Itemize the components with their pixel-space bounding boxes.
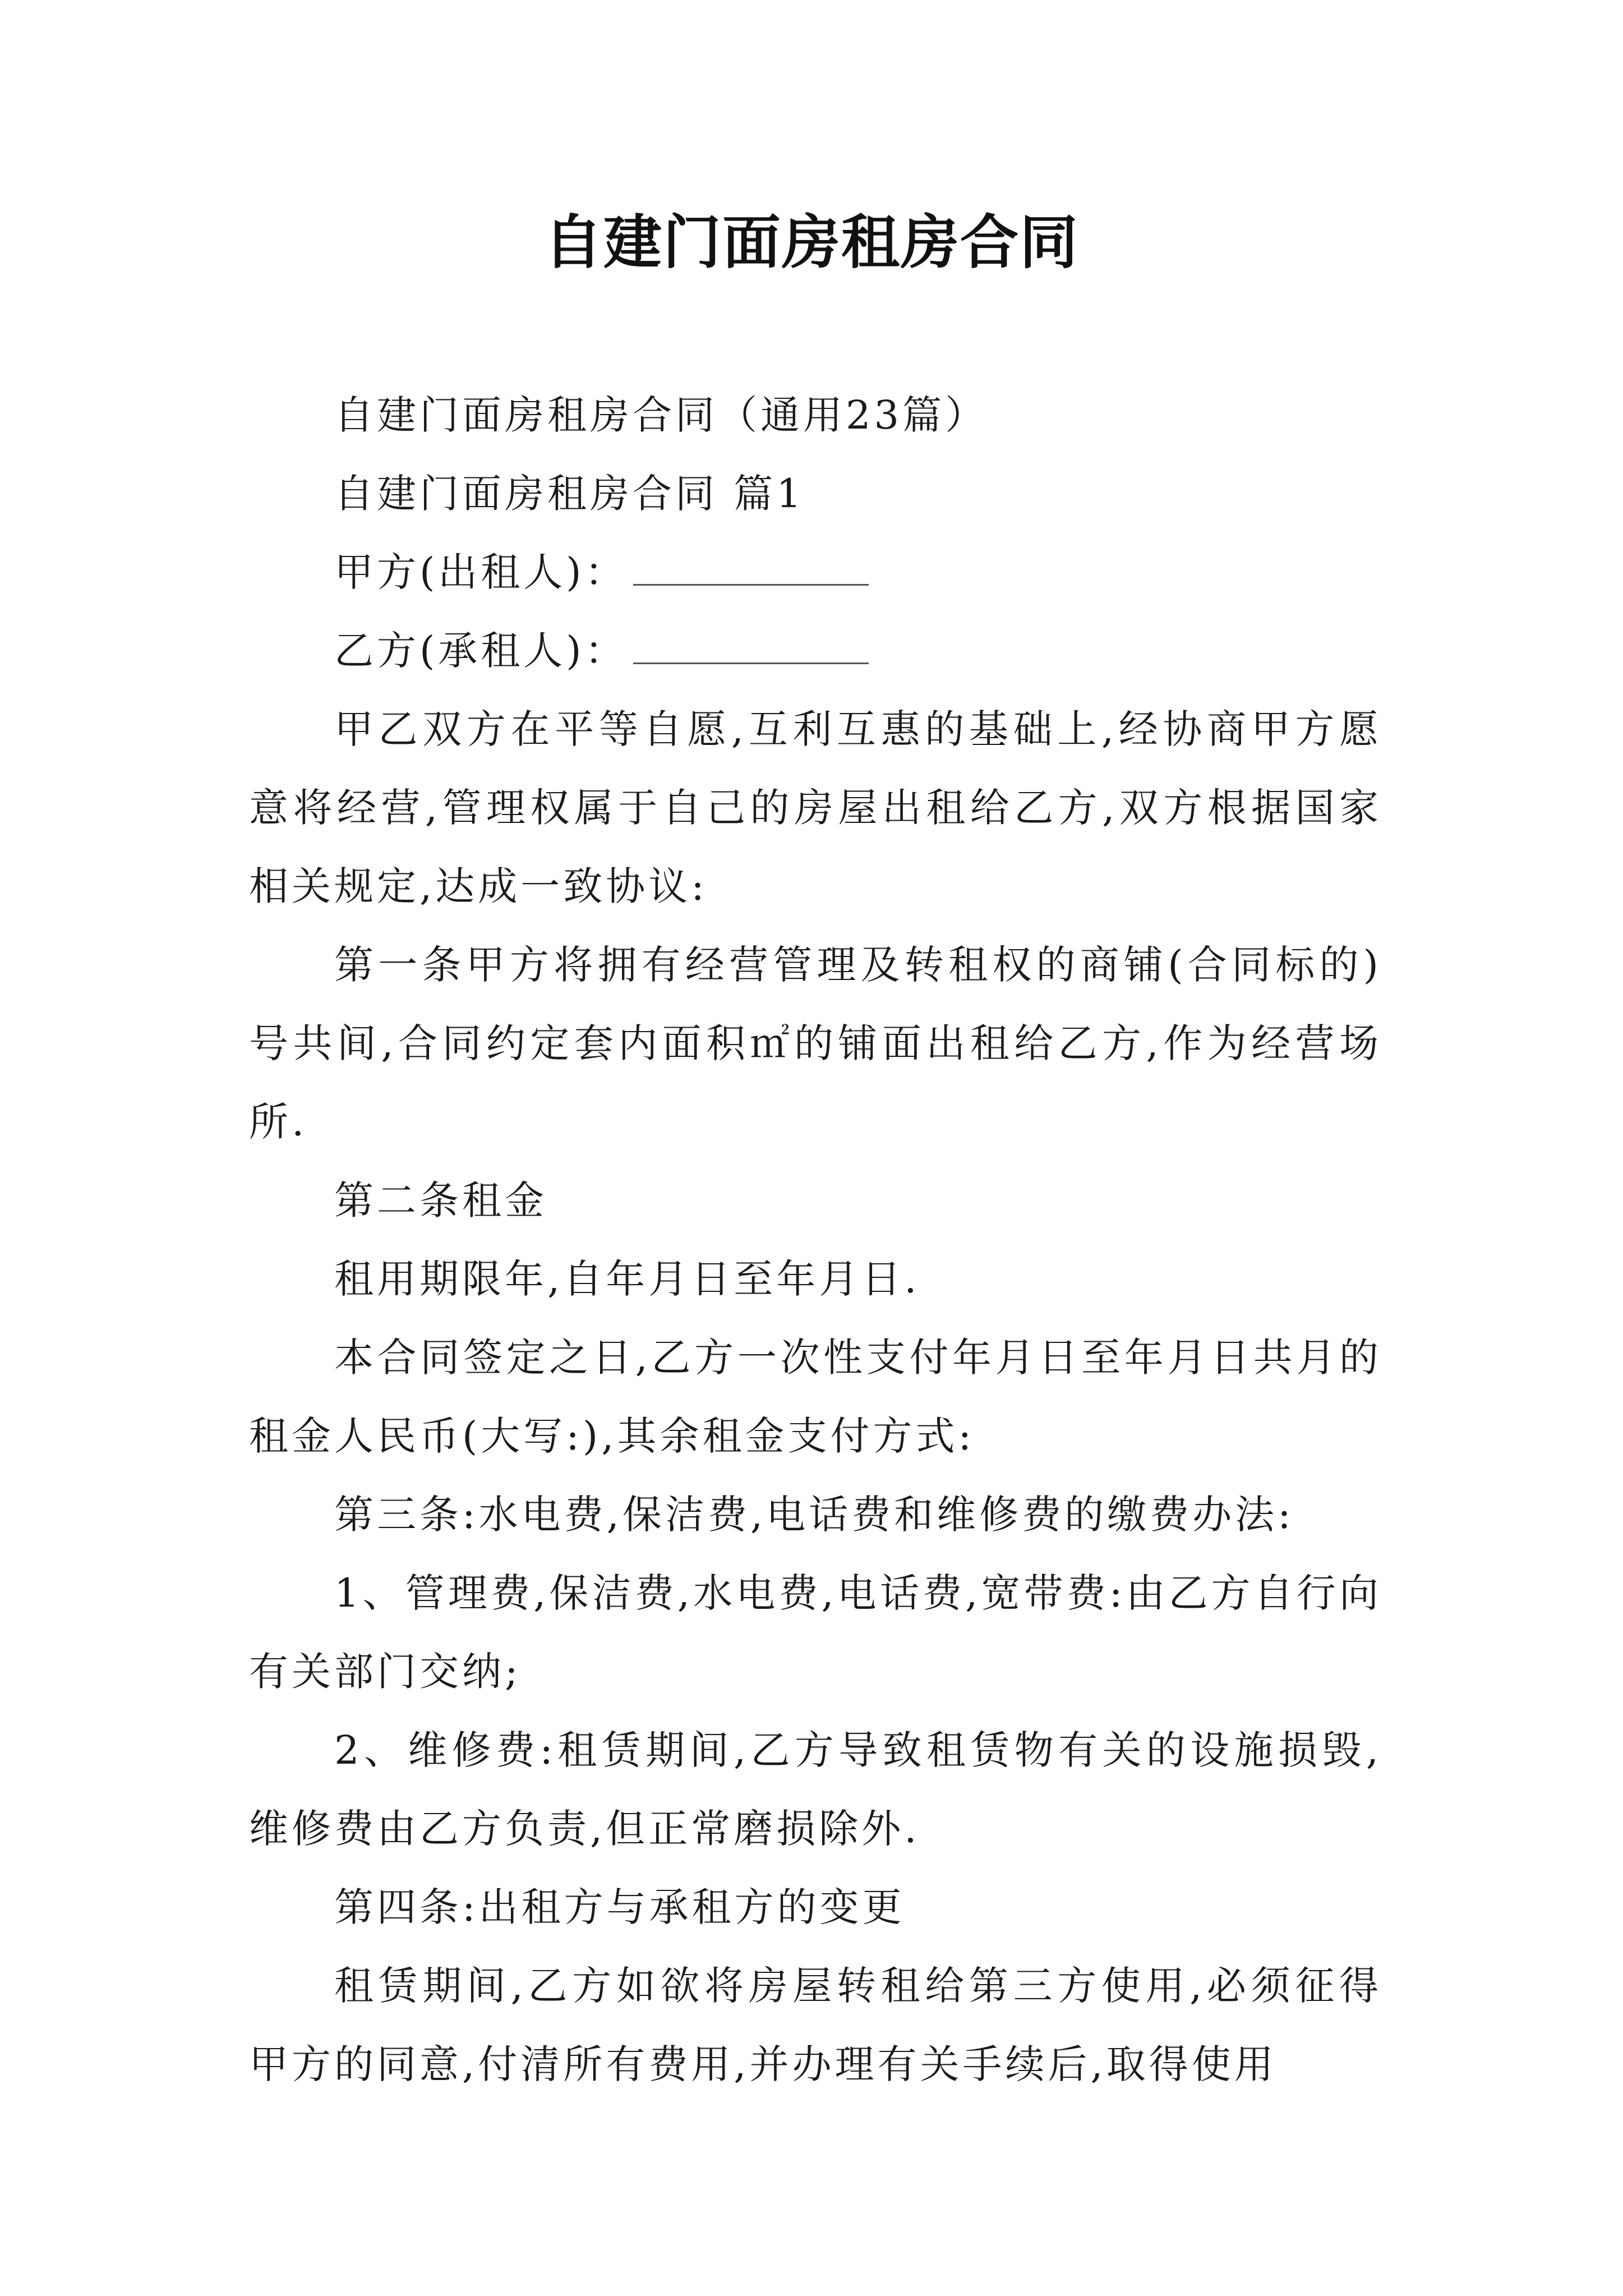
party-b-line <box>249 611 1382 690</box>
paragraph: 租赁期间,乙方如欲将房屋转租给第三方使用,必须征得甲方的同意,付清所有费用,并办理有关手续后,取得使用 <box>249 1963 1382 2087</box>
paragraph: 甲乙双方在平等自愿,互利互惠的基础上,经协商甲方愿意将经营,管理权属于自己的房屋出租给乙方,双方根据国家相关规定,达成一致协议: <box>249 706 1382 909</box>
paragraph: 第一条甲方将拥有经营管理及转租权的商铺(合同标的)号共间,合同约定套内面积㎡的铺面出租给乙方,作为经营场所. <box>249 942 1382 1145</box>
paragraph: 第三条:水电费,保洁费,电话费和维修费的缴费办法: <box>334 1492 1294 1538</box>
paragraph: 1、管理费,保洁费,水电费,电话费,宽带费:由乙方自行向有关部门交纳; <box>249 1570 1382 1695</box>
paragraph: 2、维修费:租赁期间,乙方导致租赁物有关的设施损毁,维修费由乙方负责,但正常磨损除外. <box>249 1727 1382 1852</box>
party-a-line <box>249 533 1382 611</box>
paragraph: 租用期限年,自年月日至年月日. <box>334 1256 920 1302</box>
party-b-label: 乙方(承租人)： <box>334 628 628 674</box>
paragraph: 第四条:出租方与承租方的变更 <box>334 1884 905 1930</box>
paragraph: 本合同签定之日,乙方一次性支付年月日至年月日共月的租金人民币(大写:),其余租金支付方式: <box>249 1335 1382 1459</box>
document-title: 自建门面房租房合同 <box>543 208 1079 277</box>
party-a-blank <box>633 544 869 586</box>
party-b-blank <box>633 622 869 664</box>
section-heading: 自建门面房租房合同 篇1 <box>334 471 805 517</box>
document-body <box>249 376 1382 2104</box>
subtitle-line: 自建门面房租房合同（通用23篇） <box>334 392 988 438</box>
paragraph: 第二条租金 <box>334 1177 547 1223</box>
party-a-label: 甲方(出租人)： <box>334 549 628 595</box>
